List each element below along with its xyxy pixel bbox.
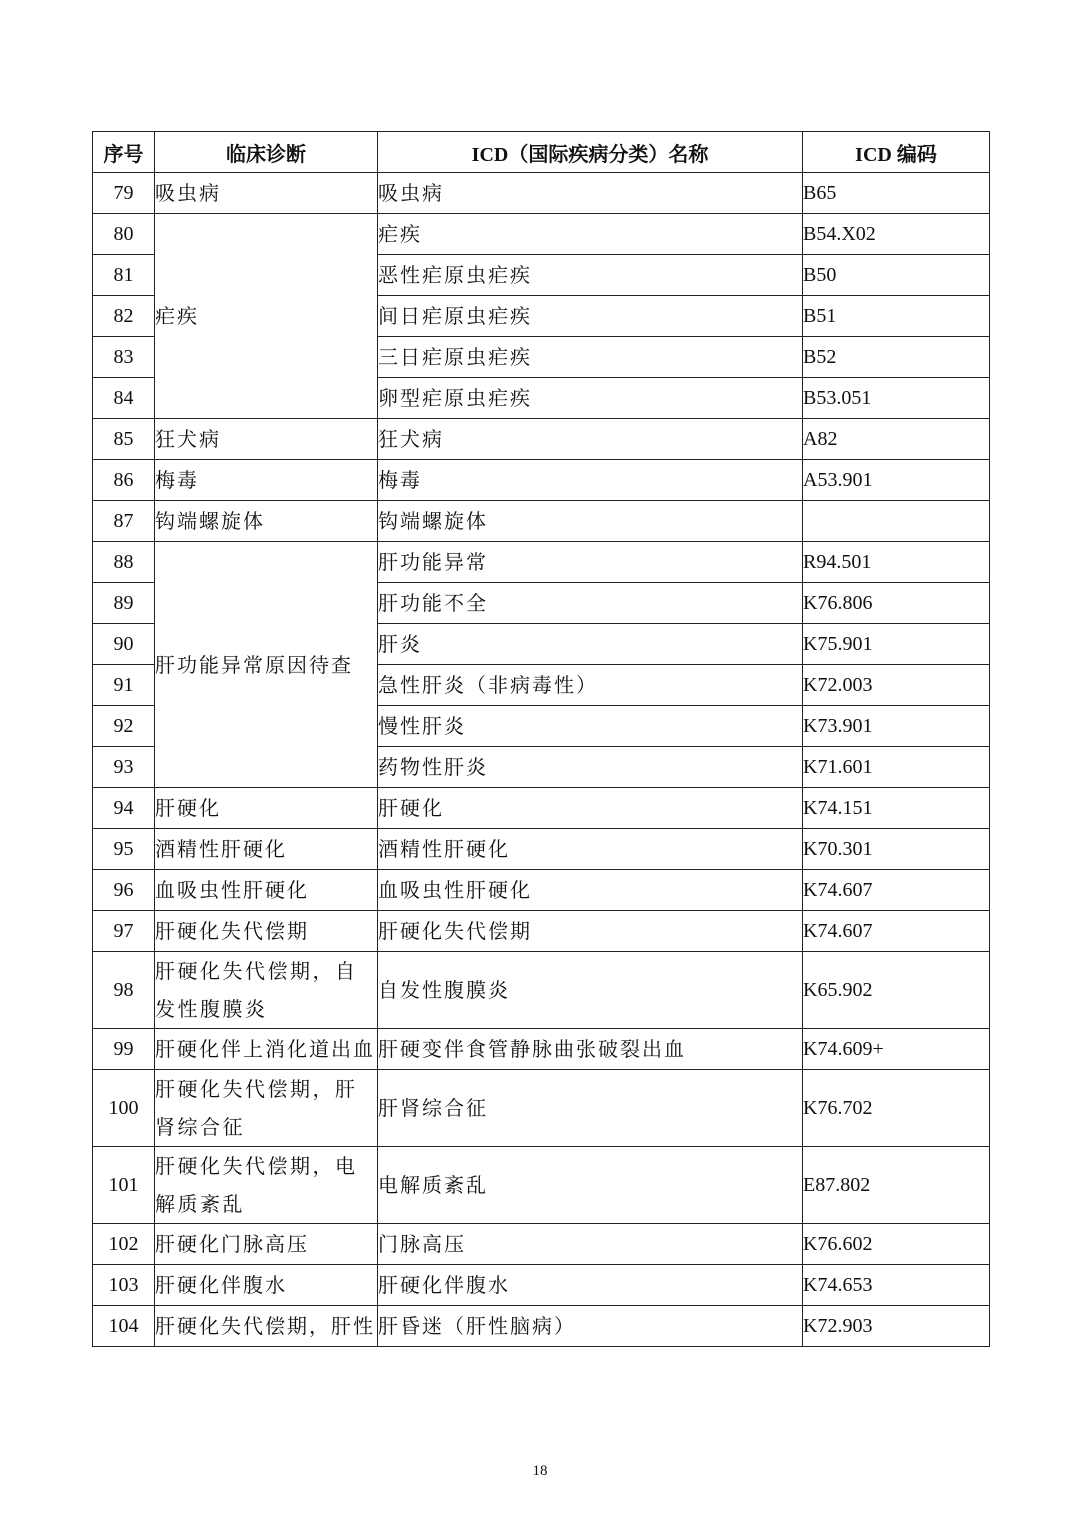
- row-icd-name: 肝硬化失代偿期: [378, 911, 803, 952]
- row-icd-code: [803, 501, 990, 542]
- icd-table: [92, 131, 990, 1347]
- row-seq: 83: [93, 337, 155, 378]
- row-icd-name: 肝肾综合征: [378, 1070, 803, 1147]
- row-seq: 81: [93, 255, 155, 296]
- row-seq: 92: [93, 706, 155, 747]
- row-icd-code: B65: [803, 173, 990, 214]
- row-diagnosis: 吸虫病: [155, 173, 378, 214]
- row-icd-code: K74.653: [803, 1265, 990, 1306]
- row-seq: 89: [93, 583, 155, 624]
- row-seq: 82: [93, 296, 155, 337]
- row-diagnosis-merged: 肝功能异常原因待查: [155, 542, 378, 788]
- table-row: [93, 870, 990, 911]
- row-seq: 79: [93, 173, 155, 214]
- row-diagnosis: 肝硬化失代偿期: [155, 911, 378, 952]
- row-icd-code: K71.601: [803, 747, 990, 788]
- row-icd-name: 肝硬变伴食管静脉曲张破裂出血: [378, 1029, 803, 1070]
- row-diagnosis: 肝硬化: [155, 788, 378, 829]
- row-icd-name: 肝功能不全: [378, 583, 803, 624]
- row-icd-code: K76.806: [803, 583, 990, 624]
- row-seq: 104: [93, 1306, 155, 1347]
- row-icd-code: A53.901: [803, 460, 990, 501]
- table-row: [93, 1029, 990, 1070]
- row-icd-name: 慢性肝炎: [378, 706, 803, 747]
- row-icd-code: K74.607: [803, 911, 990, 952]
- row-seq: 80: [93, 214, 155, 255]
- row-seq: 87: [93, 501, 155, 542]
- row-icd-code: K73.901: [803, 706, 990, 747]
- row-seq: 100: [93, 1070, 155, 1147]
- row-seq: 97: [93, 911, 155, 952]
- row-icd-code: K74.151: [803, 788, 990, 829]
- table-header-row: [93, 132, 990, 173]
- header-seq: 序号: [93, 132, 155, 173]
- row-icd-name: 门脉高压: [378, 1224, 803, 1265]
- table-row: [93, 911, 990, 952]
- row-seq: 99: [93, 1029, 155, 1070]
- table-row: [93, 173, 990, 214]
- row-icd-code: K76.702: [803, 1070, 990, 1147]
- row-seq: 84: [93, 378, 155, 419]
- row-diagnosis: 肝硬化伴上消化道出血: [155, 1029, 378, 1070]
- row-seq: 101: [93, 1147, 155, 1224]
- row-diagnosis: 钩端螺旋体: [155, 501, 378, 542]
- row-seq: 102: [93, 1224, 155, 1265]
- row-icd-code: B50: [803, 255, 990, 296]
- row-icd-name: 肝昏迷（肝性脑病）: [378, 1306, 803, 1347]
- row-icd-name: 肝炎: [378, 624, 803, 665]
- row-icd-name: 卵型疟原虫疟疾: [378, 378, 803, 419]
- row-icd-code: K75.901: [803, 624, 990, 665]
- row-icd-code: K76.602: [803, 1224, 990, 1265]
- row-icd-code: B53.051: [803, 378, 990, 419]
- table-row: [93, 952, 990, 1029]
- table-row: [93, 1070, 990, 1147]
- table-row: [93, 1265, 990, 1306]
- row-seq: 95: [93, 829, 155, 870]
- row-icd-name: 恶性疟原虫疟疾: [378, 255, 803, 296]
- row-icd-name: 钩端螺旋体: [378, 501, 803, 542]
- row-icd-name: 药物性肝炎: [378, 747, 803, 788]
- row-diagnosis: 梅毒: [155, 460, 378, 501]
- row-seq: 91: [93, 665, 155, 706]
- table-row: [93, 501, 990, 542]
- table-row: [93, 542, 990, 583]
- row-icd-name: 吸虫病: [378, 173, 803, 214]
- row-icd-name: 急性肝炎（非病毒性）: [378, 665, 803, 706]
- row-icd-name: 血吸虫性肝硬化: [378, 870, 803, 911]
- table-row: [93, 1224, 990, 1265]
- row-icd-code: K70.301: [803, 829, 990, 870]
- row-seq: 85: [93, 419, 155, 460]
- row-icd-name: 疟疾: [378, 214, 803, 255]
- row-diagnosis: 肝硬化门脉高压: [155, 1224, 378, 1265]
- row-icd-name: 三日疟原虫疟疾: [378, 337, 803, 378]
- table-row: [93, 788, 990, 829]
- row-icd-name: 肝硬化伴腹水: [378, 1265, 803, 1306]
- row-icd-code: B51: [803, 296, 990, 337]
- row-seq: 98: [93, 952, 155, 1029]
- page-number: 18: [532, 1463, 548, 1479]
- row-seq: 86: [93, 460, 155, 501]
- row-icd-name: 肝硬化: [378, 788, 803, 829]
- row-diagnosis: 狂犬病: [155, 419, 378, 460]
- row-seq: 103: [93, 1265, 155, 1306]
- row-icd-name: 自发性腹膜炎: [378, 952, 803, 1029]
- row-icd-code: B52: [803, 337, 990, 378]
- table-row: [93, 1147, 990, 1224]
- row-icd-code: E87.802: [803, 1147, 990, 1224]
- row-seq: 90: [93, 624, 155, 665]
- row-icd-name: 肝功能异常: [378, 542, 803, 583]
- row-seq: 88: [93, 542, 155, 583]
- row-seq: 96: [93, 870, 155, 911]
- row-icd-code: K74.607: [803, 870, 990, 911]
- row-icd-name: 狂犬病: [378, 419, 803, 460]
- row-icd-code: B54.X02: [803, 214, 990, 255]
- table-row: [93, 829, 990, 870]
- table-row: [93, 460, 990, 501]
- row-diagnosis: 肝硬化失代偿期，电解质紊乱: [155, 1147, 378, 1224]
- table-row: [93, 1306, 990, 1347]
- row-icd-name: 电解质紊乱: [378, 1147, 803, 1224]
- row-seq: 93: [93, 747, 155, 788]
- header-icd-name: ICD（国际疾病分类）名称: [378, 132, 803, 173]
- table-row: [93, 419, 990, 460]
- row-icd-code: R94.501: [803, 542, 990, 583]
- row-diagnosis: 肝硬化失代偿期，肝性: [155, 1306, 378, 1347]
- table-row: [93, 214, 990, 255]
- row-diagnosis: 肝硬化失代偿期，自发性腹膜炎: [155, 952, 378, 1029]
- row-icd-code: K65.902: [803, 952, 990, 1029]
- row-diagnosis-merged: 疟疾: [155, 214, 378, 419]
- row-diagnosis: 肝硬化伴腹水: [155, 1265, 378, 1306]
- row-icd-code: A82: [803, 419, 990, 460]
- row-diagnosis: 酒精性肝硬化: [155, 829, 378, 870]
- row-icd-name: 间日疟原虫疟疾: [378, 296, 803, 337]
- row-seq: 94: [93, 788, 155, 829]
- row-icd-name: 酒精性肝硬化: [378, 829, 803, 870]
- header-diagnosis: 临床诊断: [155, 132, 378, 173]
- row-icd-name: 梅毒: [378, 460, 803, 501]
- row-icd-code: K74.609+: [803, 1029, 990, 1070]
- row-diagnosis: 肝硬化失代偿期，肝肾综合征: [155, 1070, 378, 1147]
- header-icd-code: ICD 编码: [803, 132, 990, 173]
- row-diagnosis: 血吸虫性肝硬化: [155, 870, 378, 911]
- row-icd-code: K72.003: [803, 665, 990, 706]
- row-icd-code: K72.903: [803, 1306, 990, 1347]
